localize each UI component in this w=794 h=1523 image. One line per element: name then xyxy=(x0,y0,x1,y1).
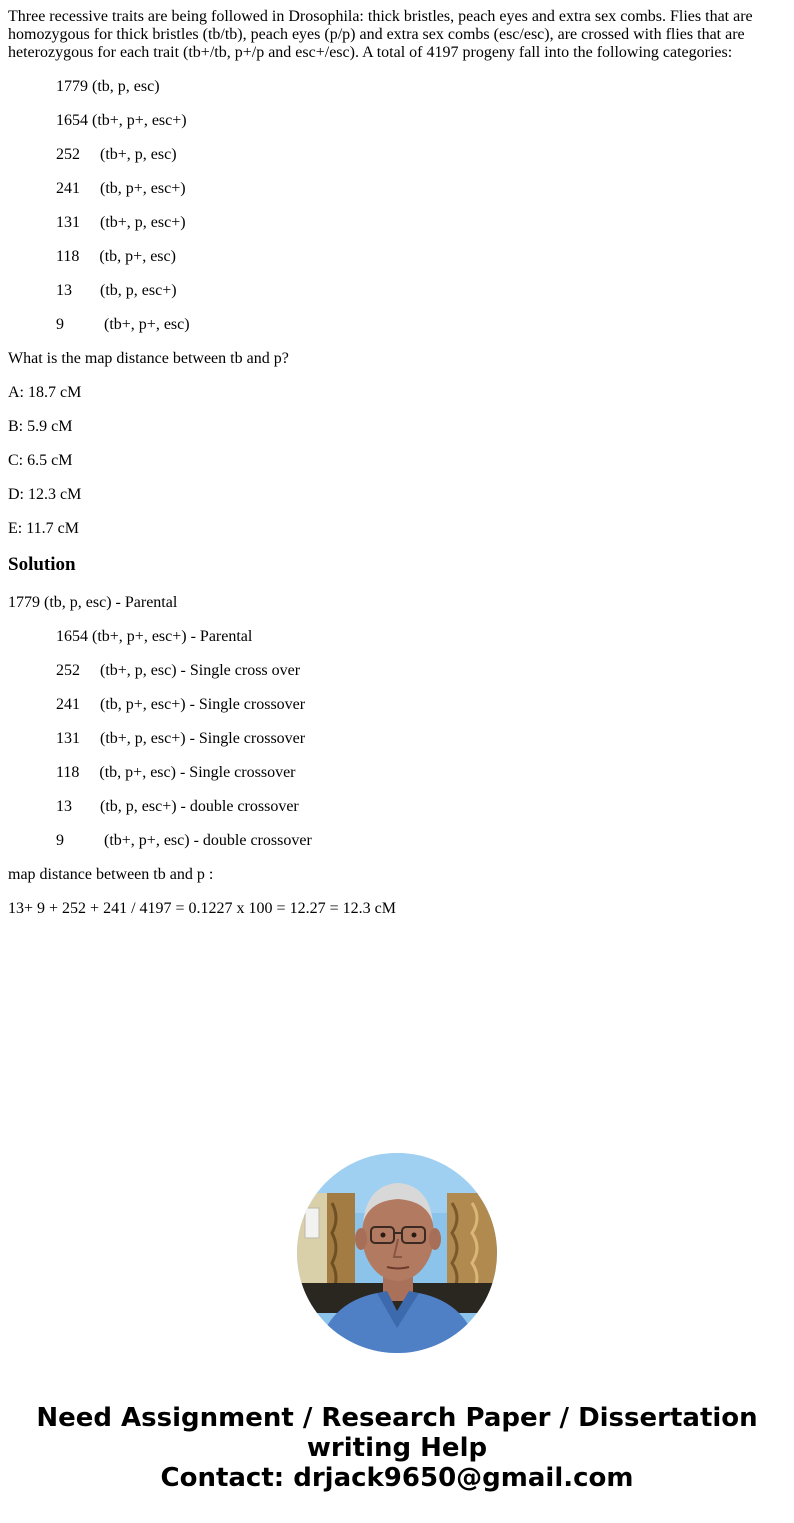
banner-line-1: Need Assignment / Research Paper / Dissertation xyxy=(36,1403,758,1433)
progeny-row: 118 (tb, p+, esc) xyxy=(56,248,176,265)
progeny-row: 9 (tb+, p+, esc) xyxy=(56,316,190,333)
contact-banner xyxy=(0,1403,794,1493)
progeny-row: 1779 (tb, p, esc) xyxy=(56,78,160,95)
contact-email: Contact: drjack9650@gmail.com xyxy=(160,1463,634,1493)
solution-row: 252 (tb+, p, esc) - Single cross over xyxy=(56,662,301,679)
solution-row: 13 (tb, p, esc+) - double crossover xyxy=(56,798,299,815)
calculation-line: 13+ 9 + 252 + 241 / 4197 = 0.1227 x 100 = 12.27 = 12.3 cM xyxy=(8,900,396,917)
solution-row: 241 (tb, p+, esc+) - Single crossover xyxy=(56,696,306,713)
progeny-row: 131 (tb+, p, esc+) xyxy=(56,214,186,231)
progeny-row: 13 (tb, p, esc+) xyxy=(56,282,177,299)
answer-options xyxy=(8,384,786,538)
solution-row: 1654 (tb+, p+, esc+) - Parental xyxy=(56,628,253,645)
banner-line-2: writing Help xyxy=(306,1433,488,1463)
progeny-row: 252 (tb+, p, esc) xyxy=(56,146,177,163)
solution-first-line: 1779 (tb, p, esc) - Parental xyxy=(8,594,178,611)
answer-option: C: 6.5 cM xyxy=(8,452,73,469)
author-photo xyxy=(297,1153,497,1353)
map-distance-label: map distance between tb and p : xyxy=(8,866,214,883)
solution-row: 9 (tb+, p+, esc) - double crossover xyxy=(56,832,312,849)
author-avatar xyxy=(297,1153,497,1353)
question-intro: Three recessive traits are being followed in Drosophila: thick bristles, peach eyes and extra sex combs. Flies that are homozygous for thick bristles (tb/tb), peach eyes (p/p) and extra sex combs (esc/esc), are crossed with flies that are heterozygous for each trait (tb+/tb, p+/p and esc+/esc). A total of 4197 progeny fall into the following categories: xyxy=(8,8,753,61)
progeny-row: 241 (tb, p+, esc+) xyxy=(56,180,186,197)
answer-option: A: 18.7 cM xyxy=(8,384,82,401)
question-prompt: What is the map distance between tb and p? xyxy=(8,350,289,367)
progeny-row: 1654 (tb+, p+, esc+) xyxy=(56,112,187,129)
answer-option: E: 11.7 cM xyxy=(8,520,79,537)
solution-heading: Solution xyxy=(8,554,76,575)
progeny-list xyxy=(8,78,786,334)
answer-option: D: 12.3 cM xyxy=(8,486,82,503)
solution-row: 118 (tb, p+, esc) - Single crossover xyxy=(56,764,296,781)
solution-row: 131 (tb+, p, esc+) - Single crossover xyxy=(56,730,306,747)
answer-option: B: 5.9 cM xyxy=(8,418,73,435)
solution-list xyxy=(8,628,786,850)
